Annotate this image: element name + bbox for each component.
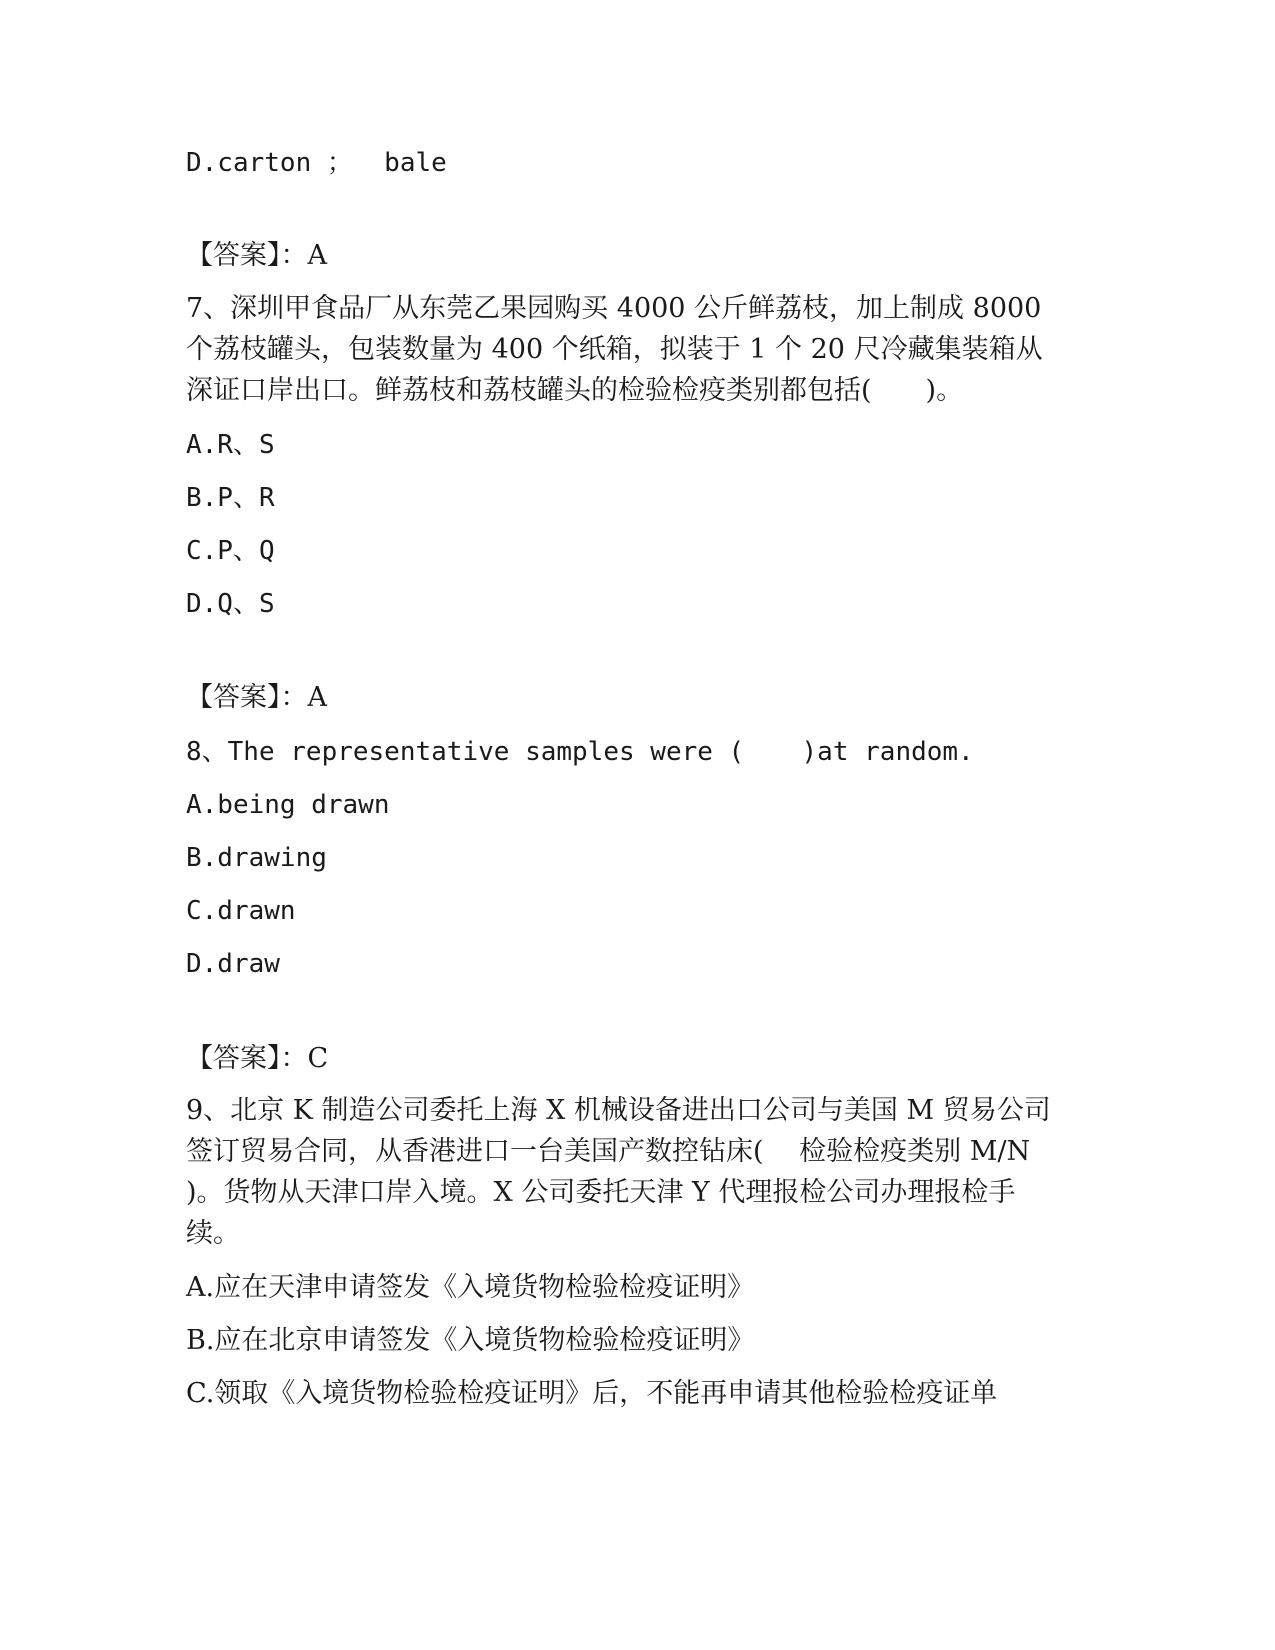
answer-question-7: 【答案】：A	[186, 682, 327, 713]
question-9-option-a: A.应在天津申请签发《入境货物检验检疫证明》	[186, 1272, 755, 1303]
question-8-option-d: D.draw	[186, 949, 280, 979]
answer-question-6: 【答案】：A	[186, 240, 327, 271]
question-9-line-2: 签订贸易合同，从香港进口一台美国产数控钻床( 检验检疫类别 M/N	[186, 1136, 1031, 1167]
question-9-option-b: B.应在北京申请签发《入境货物检验检疫证明》	[186, 1325, 755, 1356]
question-7-line-2: 个荔枝罐头，包装数量为 400 个纸箱，拟装于 1 个 20 尺冷藏集装箱从	[186, 334, 1043, 365]
question-9-line-1: 9、北京 K 制造公司委托上海 X 机械设备进出口公司与美国 M 贸易公司	[186, 1095, 1051, 1126]
question-9-line-3: )。货物从天津口岸入境。X 公司委托天津 Y 代理报检公司办理报检手	[186, 1177, 1016, 1208]
question-7-option-a: A.R、S	[186, 430, 275, 460]
answer-question-8: 【答案】：C	[186, 1043, 329, 1074]
question-7-option-c: C.P、Q	[186, 536, 275, 566]
question-9-line-4: 续。	[186, 1218, 240, 1249]
question-8-option-c: C.drawn	[186, 896, 296, 926]
question-8-option-b: B.drawing	[186, 843, 327, 873]
question-7-line-1: 7、深圳甲食品厂从东莞乙果园购买 4000 公斤鲜荔枝，加上制成 8000	[186, 293, 1042, 324]
option-d-prev-question: D.carton ； bale	[186, 148, 447, 178]
question-7-line-3: 深证口岸出口。鲜荔枝和荔枝罐头的检验检疫类别都包括( )。	[186, 375, 964, 406]
question-8-line-1: 8、The representative samples were ( )at random.	[186, 737, 974, 767]
question-7-option-b: B.P、R	[186, 483, 275, 513]
question-7-option-d: D.Q、S	[186, 589, 275, 619]
question-8-option-a: A.being drawn	[186, 790, 390, 820]
question-9-option-c: C.领取《入境货物检验检疫证明》后，不能再申请其他检验检疫证单	[186, 1378, 998, 1409]
